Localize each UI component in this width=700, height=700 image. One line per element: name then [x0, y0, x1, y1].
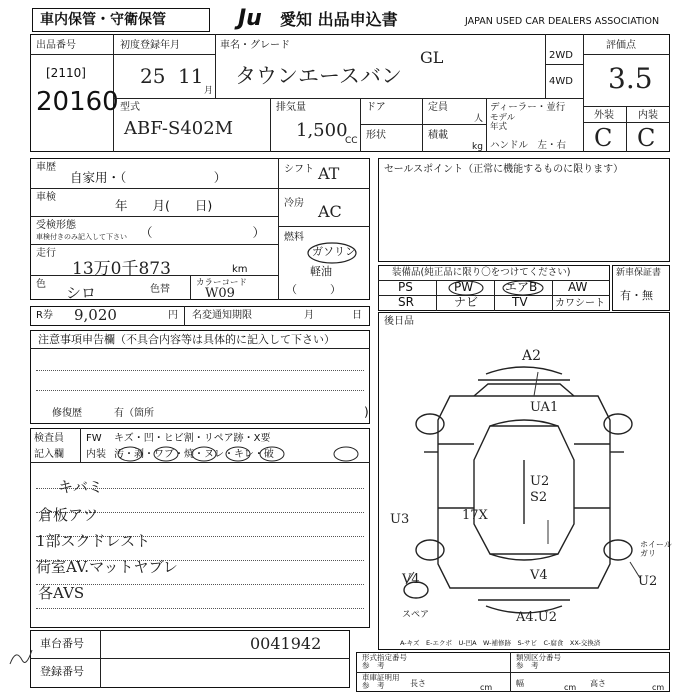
equip-pw: PW: [454, 280, 474, 294]
length-unit: cm: [480, 683, 493, 692]
diagram-v4-center: V4: [530, 568, 548, 583]
vehicle-cert-label: 車庫証明用 参 考: [362, 673, 400, 690]
equip-navi: ナビ: [454, 295, 479, 309]
mileage-unit: km: [232, 264, 248, 275]
stray-pen-mark: [6, 640, 36, 670]
handwritten-note-3: 1部スクドレスト: [36, 532, 151, 550]
registration-month: 11: [178, 64, 204, 88]
drive-2wd: 2WD: [549, 50, 573, 61]
month-unit: 月: [204, 86, 214, 96]
name-change-month: 月: [304, 310, 314, 321]
model-grade: GL: [420, 48, 444, 67]
association-name: JAPAN USED CAR DEALERS ASSOCIATION: [465, 16, 660, 27]
warranty-label: 新車保証書: [616, 268, 662, 278]
seats-label: 定員: [428, 102, 448, 113]
diagram-s2: S2: [530, 490, 548, 505]
width-unit: cm: [564, 683, 577, 692]
warranty-value: 有・無: [620, 289, 653, 302]
equip-leather: カワシート: [555, 298, 605, 309]
type-class-label: 類別区分番号 参 考: [516, 653, 561, 670]
recycle-fee-label: R券: [36, 310, 53, 321]
color-code-label: カラーコード: [196, 278, 248, 288]
sales-point-label: セールスポイント（正常に機能するものに限ります）: [384, 164, 624, 175]
diagram-a2: A2: [522, 348, 542, 364]
registration-label: 初度登録年月: [120, 40, 180, 51]
diagram-wheel-note: ホイール ガリ: [640, 540, 672, 558]
diagram-v4-left: V4: [402, 572, 420, 587]
form-spec-label: 形式指定番号 参 考: [362, 653, 407, 670]
color-label: 色: [36, 279, 46, 290]
form-title: 愛知 出品申込書: [280, 10, 398, 29]
displacement-unit: CC: [345, 136, 358, 146]
handwritten-note-2: 倉板アツ: [38, 506, 99, 524]
displacement-label: 排気量: [276, 102, 306, 113]
color-value: シロ: [66, 284, 97, 302]
airbag-circle: [500, 280, 546, 296]
equip-sr: SR: [398, 295, 414, 309]
interior-label: 内装: [638, 110, 658, 121]
mileage-label: 走行: [36, 248, 56, 259]
interior-line-label: 内装: [86, 449, 106, 460]
type-value: ABF-S402M: [124, 118, 234, 139]
length-label: 長さ: [410, 679, 426, 688]
history-value: 自家用・（ ）: [70, 170, 227, 185]
fuel-diesel: 軽油: [310, 265, 332, 278]
recycle-label: 受検形態: [36, 220, 76, 231]
interior-line: 汚・剥・ワブ・焼・ヌレ・キレ・破: [114, 449, 274, 460]
model-label: 車名・グレード: [220, 40, 290, 51]
seats-unit: 人: [474, 114, 484, 124]
recycle-note: 車検付きのみ記入して下さい: [36, 233, 127, 241]
pw-circle: [446, 280, 486, 296]
diagram-a4u2: A4.U2: [516, 610, 558, 625]
inspection-value: 年 月( 日): [115, 198, 213, 213]
notes-label: 注意事項申告欄（不具合内容等は具体的に記入して下さい）: [38, 333, 335, 346]
exterior-label: 外装: [594, 110, 614, 121]
diagram-ua1: UA1: [530, 400, 559, 415]
diagram-u2-right: U2: [638, 574, 658, 589]
storage-type: 車内保管・守衛保管: [40, 12, 166, 28]
equip-aw: AW: [568, 280, 588, 294]
capacity-label: 積載: [428, 130, 448, 141]
aircon-value: AC: [318, 202, 342, 221]
interior-circles: [110, 444, 370, 464]
chassis-label: 車台番号: [40, 637, 84, 650]
fw-line: キズ・凹・ヒビ割・リペア跡・X要: [114, 433, 271, 444]
height-label: 高さ: [590, 679, 606, 688]
diagram-legend: A-キズ E-エクボ U-凹A W-補修跡 S-サビ C-腐食 XX-交換済: [400, 639, 601, 647]
history-label: 車歴: [36, 162, 56, 173]
equipment-label: 装備品(純正品に限り〇をつけてください): [392, 267, 571, 278]
rating-score: 3.5: [608, 62, 653, 95]
fuel-other: （ ）: [286, 283, 341, 296]
model-year-label: モデル 年式: [490, 113, 516, 132]
shift-label: シフト: [284, 164, 314, 175]
diagram-spare: スペア: [402, 610, 430, 620]
entry-col-label: 記入欄: [34, 449, 64, 460]
reg-number-label: 登録番号: [40, 665, 84, 678]
recycle-fee-unit: 円: [168, 310, 178, 321]
entry-sub-number: [2110]: [46, 66, 86, 80]
diagram-u3: U3: [390, 512, 410, 527]
name-change-label: 名変通知期限: [192, 310, 252, 321]
chassis-number: 0041942: [250, 634, 322, 653]
fuel-gasoline: ガソリン: [312, 245, 356, 258]
repair-value: 有（箇所: [114, 408, 154, 419]
handle-label: ハンドル 左・右: [490, 140, 567, 151]
equip-airbag: エアB: [505, 280, 538, 294]
color-change-label: 色替: [150, 284, 170, 295]
rating-label: 評価点: [606, 40, 636, 51]
entry-number: 20160: [36, 87, 119, 117]
repair-close-paren: ): [364, 405, 369, 419]
handwritten-note-4: 荷室AV.マットヤブレ: [36, 558, 178, 576]
inspection-label: 車検: [36, 192, 56, 203]
model-name: タウンエースバン: [235, 64, 402, 88]
name-change-day: 日: [352, 310, 362, 321]
repair-label: 修復歴: [52, 408, 82, 419]
inspector-label: 検査員: [34, 433, 64, 444]
interior-grade: C: [637, 124, 656, 152]
height-unit: cm: [652, 683, 665, 692]
door-label: ドア: [366, 102, 386, 113]
logo-mark: Ju: [238, 6, 262, 31]
drive-4wd: 4WD: [549, 76, 573, 87]
registration-year: 25: [140, 64, 166, 88]
car-diagram: [378, 340, 670, 630]
width-label: 幅: [516, 679, 524, 688]
handwritten-note-5: 各AVS: [38, 584, 85, 602]
equip-tv: TV: [512, 295, 528, 309]
shape-label: 形状: [366, 130, 386, 141]
capacity-unit: kg: [472, 142, 483, 152]
shift-value: AT: [318, 164, 340, 183]
color-code: W09: [205, 286, 235, 301]
type-label: 型式: [120, 102, 140, 113]
fuel-label: 燃料: [284, 232, 304, 243]
mileage-value: 13万0千873: [72, 259, 171, 279]
dealer-label: ディーラー・並行: [490, 102, 566, 113]
entry-label: 出品番号: [36, 40, 76, 51]
rear-items-label: 後日品: [384, 316, 414, 327]
fw-label: FW: [86, 433, 102, 444]
aircon-label: 冷房: [284, 198, 304, 209]
gasoline-circle: [300, 242, 360, 264]
exterior-grade: C: [594, 124, 613, 152]
displacement-value: 1,500: [296, 120, 348, 141]
recycle-fee-value: 9,020: [74, 306, 117, 324]
recycle-value: （ ）: [140, 225, 266, 240]
equip-ps: PS: [398, 280, 413, 294]
diagram-tape: 17X: [462, 508, 488, 523]
diagram-u2: U2: [530, 474, 550, 489]
handwritten-note-1: キバミ: [58, 478, 104, 496]
